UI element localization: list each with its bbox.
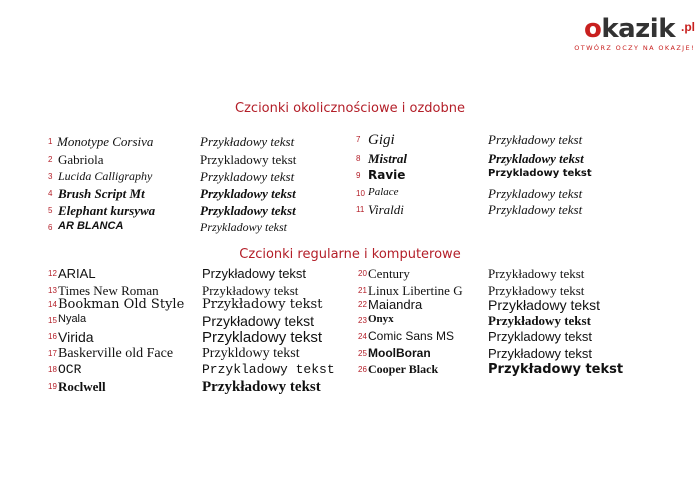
font-number: 5: [48, 206, 53, 215]
font-sample-text: Przykładowy tekst: [202, 313, 315, 329]
font-sample-text: Przykładowy tekst: [488, 132, 583, 147]
font-sample-text: Przykładowy tekst: [202, 266, 307, 281]
section-heading-regular: Czcionki regularne i komputerowe: [239, 247, 461, 262]
okazik-logo[interactable]: [555, 14, 695, 54]
font-number: 7: [356, 135, 361, 144]
font-name: Gabriola: [58, 152, 104, 167]
font-number: 16: [48, 332, 57, 341]
font-name: Brush Script Mt: [58, 186, 145, 201]
logo-o-letter: o: [583, 14, 602, 44]
font-number: 12: [48, 269, 57, 278]
font-sample-text: Przykladowy tekst: [202, 362, 335, 377]
font-sample-text: Przykładowy tekst: [202, 297, 323, 312]
font-name: Gigi: [368, 132, 395, 148]
font-sample-text: Przykladowy tekst: [200, 186, 296, 201]
font-name: Monotype Corsiva: [57, 134, 154, 149]
font-number: 25: [358, 349, 367, 358]
font-number: 9: [356, 171, 361, 180]
font-sample-text: Przykładowy tekst: [202, 379, 321, 395]
font-name: Bookman Old Style: [58, 297, 185, 312]
font-number: 22: [358, 300, 367, 309]
font-number: 2: [48, 155, 53, 164]
font-sample-text: Przykladowy tekst: [200, 152, 297, 167]
font-number: 26: [358, 365, 367, 374]
font-number: 15: [48, 316, 57, 325]
logo-tld: .pl: [681, 20, 695, 34]
font-number: 18: [48, 365, 57, 374]
font-number: 23: [358, 316, 367, 325]
font-name: Linux Libertine G: [368, 283, 463, 298]
font-name: Roclwell: [58, 379, 106, 394]
font-name: OCR: [58, 362, 82, 377]
font-sample-text: Przykladowy tekst: [488, 202, 583, 217]
font-sample-text: Przykladowy tekst: [488, 329, 593, 344]
font-sample-text: Przykładowy tekst: [488, 362, 624, 377]
font-sample-text: Przykladowy tekst: [488, 151, 584, 166]
font-sample-text: Przykladowy tekst: [488, 168, 592, 179]
font-name: ARIAL: [58, 266, 96, 281]
font-name: Ravie: [368, 168, 406, 182]
font-name: AR BLANCA: [58, 220, 124, 232]
font-sample-text: Przykladowy tekst: [200, 169, 295, 184]
font-name: Elephant kursywa: [58, 203, 156, 218]
logo-tagline: OTWÓRZ OCZY NA OKAZJE!: [574, 44, 695, 52]
font-sample-text: Przykładowy tekst: [488, 346, 593, 361]
font-number: 17: [48, 349, 57, 358]
font-sample-text: Przykładowy tekst: [488, 297, 601, 313]
font-name: Nyala: [58, 313, 87, 325]
font-number: 8: [356, 154, 361, 163]
font-number: 4: [48, 189, 53, 198]
font-number: 19: [48, 382, 57, 391]
font-number: 10: [356, 189, 365, 198]
font-name: Times New Roman: [58, 283, 159, 298]
font-name: Viraldi: [368, 202, 404, 217]
font-name: MoolBoran: [368, 346, 431, 360]
font-name: Onyx: [368, 313, 394, 325]
font-name: Virida: [58, 329, 94, 345]
font-sample-text: Przykladowy tekst: [200, 203, 296, 218]
font-sample-text: Przykładowy tekst: [488, 283, 585, 298]
font-number: 3: [48, 172, 53, 181]
font-number: 20: [358, 269, 367, 278]
font-sample-text: Przykladowy tekst: [488, 186, 583, 201]
font-number: 1: [48, 137, 53, 146]
font-sample-text: Przykladowy tekst: [202, 329, 323, 346]
font-name: Mistral: [368, 151, 408, 166]
font-number: 14: [48, 300, 57, 309]
font-sample-text: Przykldowy tekst: [202, 346, 300, 361]
logo-brand-text: kazik: [601, 14, 675, 44]
font-sample-text: Przykładowy tekst: [200, 134, 295, 149]
font-name: Century: [368, 266, 410, 281]
font-name: Comic Sans MS: [368, 329, 455, 343]
font-sample-text: Przykładowy tekst: [488, 266, 585, 281]
font-name: Cooper Black: [368, 362, 439, 376]
font-number: 24: [358, 332, 367, 341]
section-heading-decorative: Czcionki okolicznościowe i ozdobne: [235, 101, 465, 116]
font-name: Lucida Calligraphy: [58, 169, 153, 183]
font-name: Maiandra: [368, 297, 423, 312]
font-number: 21: [358, 286, 367, 295]
font-number: 6: [48, 223, 53, 232]
font-name: Baskerville old Face: [58, 346, 174, 361]
logo-wordmark: [584, 14, 675, 44]
font-number: 13: [48, 286, 57, 295]
font-sample-text: Przykladowy tekst: [200, 220, 287, 234]
font-sample-text: Przykładowy tekst: [488, 313, 591, 328]
font-number: 11: [356, 205, 365, 214]
font-sample-text: Przykładowy tekst: [202, 283, 299, 298]
font-name: Palace: [368, 186, 399, 198]
